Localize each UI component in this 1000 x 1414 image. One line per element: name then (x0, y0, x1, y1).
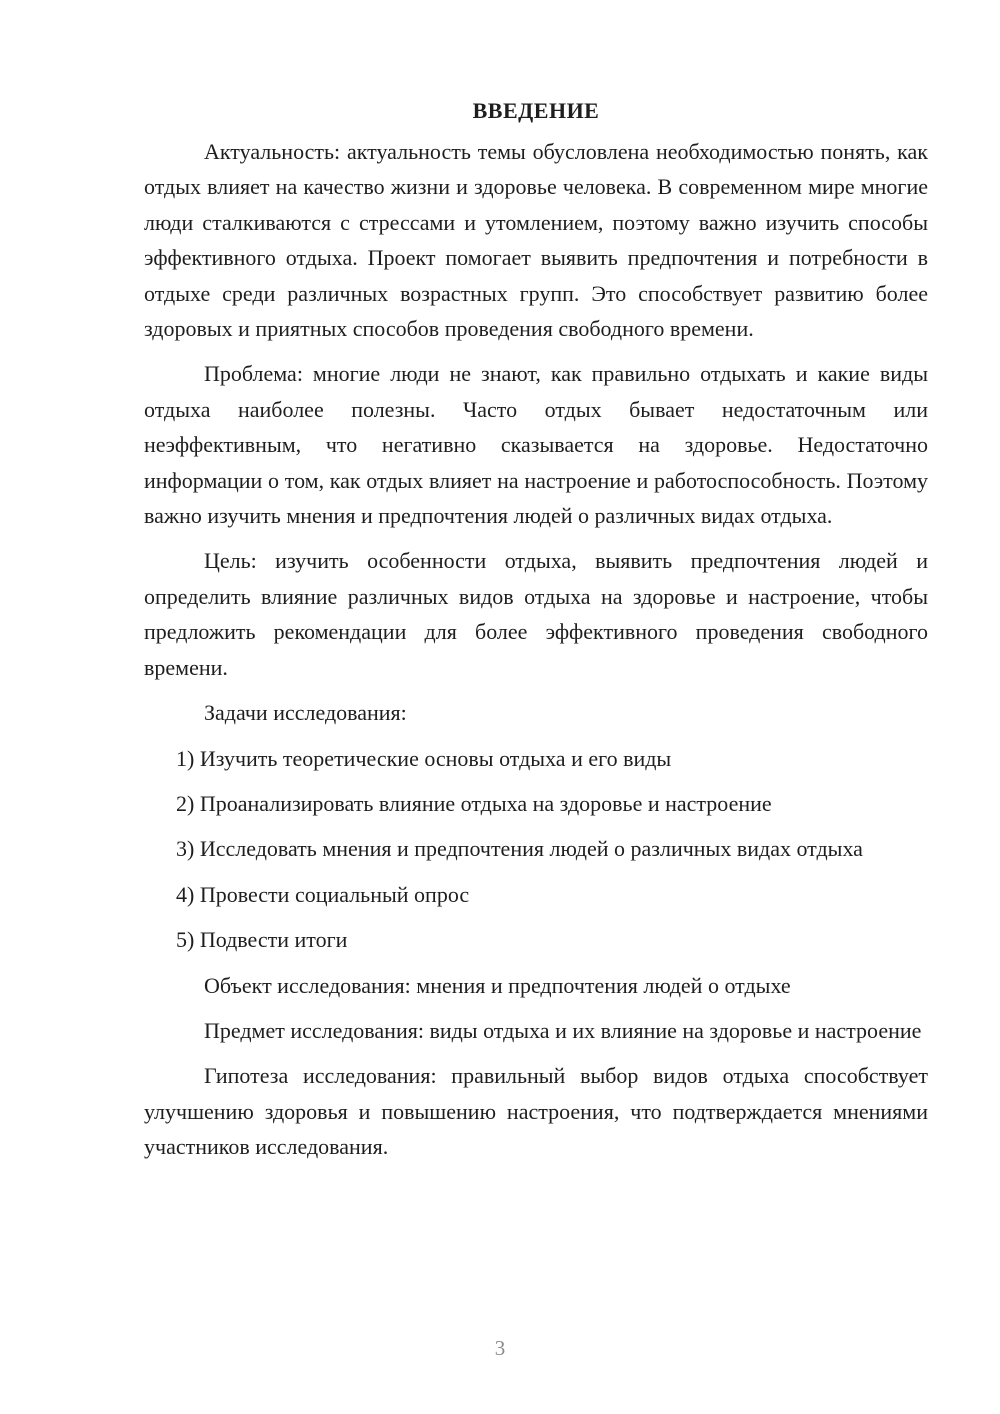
document-page (144, 96, 928, 1165)
task-item-5: 5) Подвести итоги (176, 927, 348, 953)
task-item-1: 1) Изучить теоретические основы отдыха и его виды (176, 745, 672, 771)
task-item-2: 2) Проанализировать влияние отдыха на здоровье и настроение (176, 790, 772, 816)
section-title: ВВЕДЕНИЕ (472, 98, 600, 123)
task-item-4: 4) Провести социальный опрос (176, 881, 470, 907)
paragraph-hypothesis: Гипотеза исследования: правильный выбор видов отдыха способствует улучшению здоровья и повышению настроения, что подтверждается мнениями участников исследования. (144, 1063, 928, 1160)
paragraph-goal: Цель: изучить особенности отдыха, выявить предпочтения людей и определить влияние различных видов отдыха на здоровье и настроение, чтобы предложить рекомендации для более эффективного проведения свободного времени. (144, 548, 928, 680)
paragraph-problem: Проблема: многие люди не знают, как правильно отдыхать и какие виды отдыха наиболее полезны. Часто отдых бывает недостаточным или неэффективным, что негативно сказывается на здоровье. Недостаточно информации о том, как отдых влияет на настроение и работоспособность. Поэтому важно изучить мнения и предпочтения людей о различных видах отдыха. (144, 361, 928, 529)
paragraph-object: Объект исследования: мнения и предпочтения людей о отдыхе (204, 972, 791, 998)
task-item-3: 3) Исследовать мнения и предпочтения людей о различных видах отдыха (176, 836, 863, 862)
paragraph-relevance: Актуальность: актуальность темы обусловлена необходимостью понять, как отдых влияет на качество жизни и здоровье человека. В современном мире многие люди сталкиваются с стрессами и утомлением, поэтому важно изучить способы эффективного отдыха. Проект помогает выявить предпочтения и потребности в отдыхе среди различных возрастных групп. Это способствует развитию более здоровых и приятных способов проведения свободного времени. (144, 139, 928, 342)
page-number: 3 (494, 1336, 506, 1360)
paragraph-subject: Предмет исследования: виды отдыха и их влияние на здоровье и настроение (204, 1017, 922, 1043)
tasks-heading: Задачи исследования: (204, 700, 407, 726)
